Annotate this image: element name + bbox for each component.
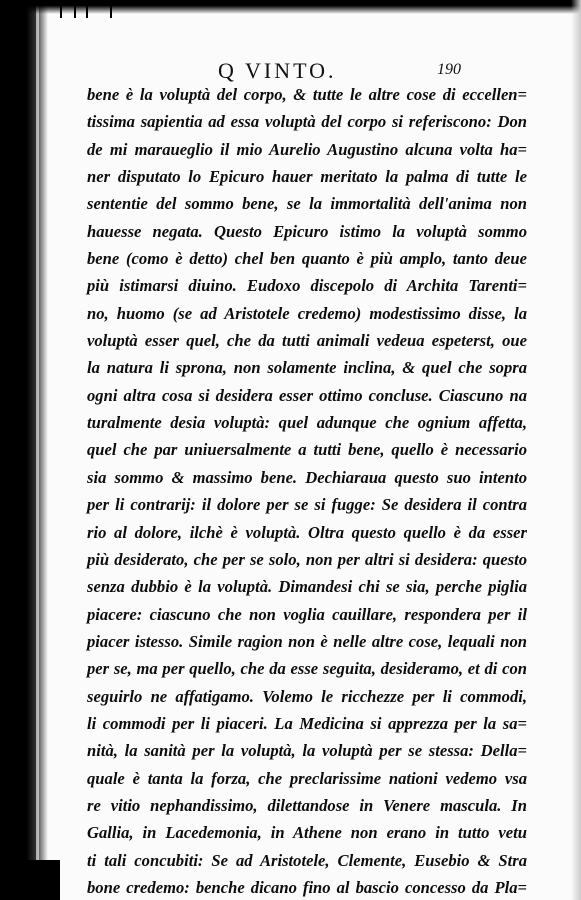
text-line: tissima sapientia ad essa voluptà del corpo si referiscono: Don — [87, 112, 527, 132]
text-line: più desiderato, che per se solo, non per altri si desidera: questo — [87, 549, 527, 569]
text-line: re vitio nephandissimo, dilettandose in Venere mascula. In — [87, 795, 527, 815]
text-line: nità, la sanità per la voluptà, la voluptà per se stessa: Della= — [87, 741, 527, 761]
text-line: li commodi per li piaceri. La Medicina si apprezza per la sa= — [87, 713, 527, 733]
text-line: piacere: ciascuno che non voglia cauillare, respondera per il — [87, 604, 527, 624]
text-line: piacer istesso. Simile ragion non è nelle altre cose, lequali non — [87, 631, 527, 651]
running-title: Q VINTO. — [218, 58, 337, 83]
binding-edge-strip — [36, 0, 39, 900]
text-line: sententie del sommo bene, se la immortalità dell'anima non — [87, 194, 527, 214]
text-line: più istimarsi diuino. Eudoxo discepolo di Archita Tarenti= — [87, 276, 527, 296]
text-line: hauesse negata. Questo Epicuro istimo la voluptà sommo — [87, 221, 527, 241]
text-line: sia sommo & massimo bene. Dechiaraua questo suo intento — [87, 467, 527, 487]
text-line: bene (como è detto) chel ben quanto è più amplo, tanto deue — [87, 249, 527, 269]
text-line: quel che par uniuersalmente a tutti bene, quello è necessario — [87, 440, 527, 460]
text-line: quale è tanta la forza, che preclarissime nationi vedemo vsa — [87, 768, 527, 788]
text-line: la natura li sprona, non solamente inclina, & quel che sopra — [87, 358, 527, 378]
text-line: senza dubbio è la voluptà. Dimandesi chi se sia, perche piglia — [87, 577, 527, 597]
text-line: bone credemo: benche dicano fino al bascio concesso da Pla= — [87, 877, 527, 897]
text-line: de mi maraueglio il mio Aurelio Augustino alcuna volta ha= — [87, 139, 527, 159]
scan-mark — [86, 0, 112, 18]
text-line: turalmente desia voluptà: quel adunque che ognium affetta, — [87, 413, 527, 433]
text-line: seguirlo ne affatigamo. Volemo le ricchezze per li commodi, — [87, 686, 527, 706]
right-edge-shadow — [571, 0, 581, 900]
text-line: rio al dolore, ilchè è voluptà. Oltra questo quello è da esser — [87, 522, 527, 542]
text-line: ogni altra cosa si desidera esser ottimo concluse. Ciascuno na — [87, 385, 527, 405]
text-line: voluptà esser quel, che da tutti animali vedeua espeterst, oue — [87, 331, 527, 351]
scan-mark — [60, 0, 76, 18]
page-number: 190 — [437, 61, 461, 78]
text-line: per li contrarij: il dolore per se si fugge: Se desidera il contra — [87, 495, 527, 515]
text-line: Gallia, in Lacedemonia, in Athene non erano in tutto vetu — [87, 823, 527, 843]
text-line: no, huomo (se ad Aristotele credemo) modestissimo disse, la — [87, 303, 527, 323]
text-line: ner disputato lo Epicuro hauer meritato la palma di tutte le — [87, 167, 527, 187]
binding-shadow — [0, 0, 48, 900]
text-line: ti tali concubiti: Se ad Aristotele, Clemente, Eusebio & Stra — [87, 850, 527, 870]
text-line: per se, ma per quello, che da esse seguita, desideramo, et di con — [87, 659, 527, 679]
bottom-corner-shadow — [0, 860, 60, 900]
body-text — [87, 81, 527, 900]
text-line: bene è la voluptà del corpo, & tutte le altre cose di eccellen= — [87, 85, 527, 104]
